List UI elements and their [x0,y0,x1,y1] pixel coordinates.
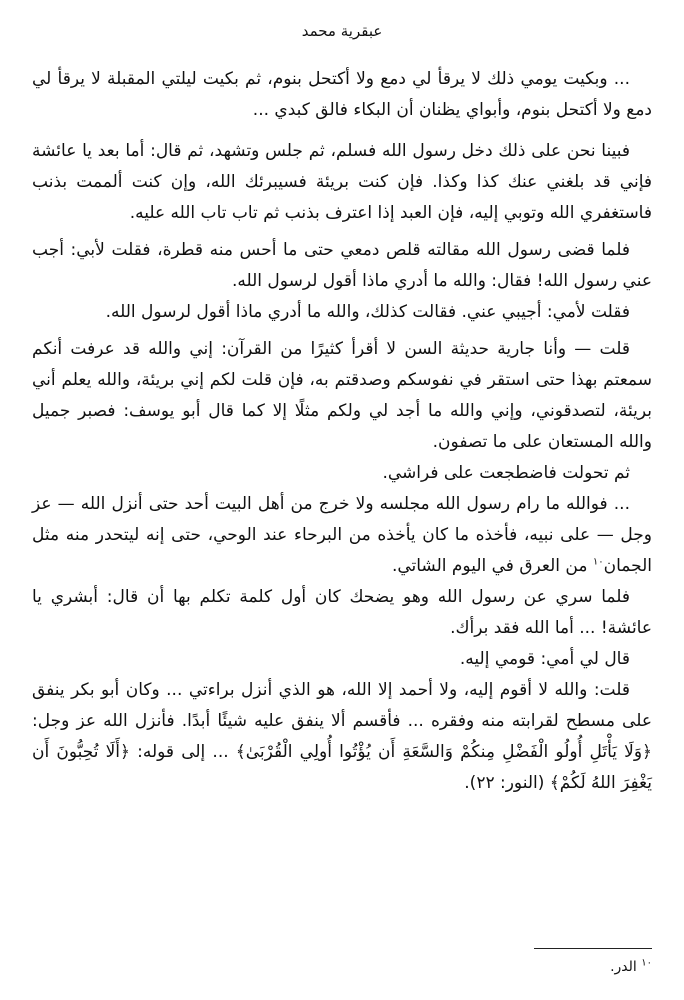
paragraph-5: قلت — وأنا جارية حديثة السن لا أقرأ كثيرًا من القرآن: إني والله قد عرفت أنكم سمعتم بهذا حتى استقر في نفوسكم وصدقتم به، فإن قلت لكم إني بريئة، والله يعلم أني بريئة، لتصدقوني، وإني والله ما أجد لي ولكم مثلًا إلا كما قال أبو يوسف: فصبر جميل والله المستعان على ما تصفون. [32,339,652,452]
paragraph-4: فقلت لأمي: أجيبي عني. فقالت كذلك، والله ما أدري ماذا أقول لرسول الله. [105,302,630,322]
quran-reference: (النور: ٢٢). [464,773,550,793]
footnote [610,956,652,978]
paragraph-8: فلما سري عن رسول الله وهو يضحك كان أول كلمة تكلم بها أن قال: أبشري يا عائشة! ... أما الله فقد برأك. [32,587,652,638]
paragraph-10 [32,675,652,799]
footnote-text: الدر. [610,959,642,975]
footnote-reference[interactable]: ١٠ [592,556,604,568]
paragraph-7-tail: من العرق في اليوم الشاتي. [391,556,593,576]
quran-verse-2: ﴿أَلَا تُحِبُّونَ أَن يَغْفِرَ اللهُ لَكُمْ﴾ [32,742,652,793]
footnote-number: ١٠ [641,957,652,969]
paragraph-10-text: قلت: والله لا أقوم إليه، ولا أحمد إلا الله، هو الذي أنزل براءتي ... وكان أبو بكر ينفق على مسطح لقرابته منه وفقره ... فأقسم ألا ينفق عليه شيئًا أبدًا. فأنزل الله عز وجل: [32,680,652,731]
paragraph-6: ثم تحولت فاضطجعت على فراشي. [382,463,630,483]
paragraph-2: فبينا نحن على ذلك دخل رسول الله فسلم، ثم جلس وتشهد، ثم قال: أما بعد يا عائشة فإني قد بلغني عنك كذا وكذا. فإن كنت بريئة فسيبرئك الله، وإن كنت ألممت بذنب فاستغفري الله وتوبي إليه، فإن العبد إذا اعترف بذنب ثم تاب تاب الله عليه. [32,141,652,223]
paragraph-1: ... وبكيت يومي ذلك لا يرقأ لي دمع ولا أكتحل بنوم، ثم بكيت ليلتي المقبلة لا يرقأ لي دمع ولا أكتحل بنوم، وأبواي يظنان أن البكاء فالق كبدي ... [32,69,652,120]
quran-verse-1: ﴿وَلَا يَأْتَلِ أُولُو الْفَضْلِ مِنكُمْ وَالسَّعَةِ أَن يُؤْتُوا أُولِي الْقُرْبَىٰ﴾ [235,742,652,762]
paragraph-9: قال لي أمي: قومي إليه. [459,649,630,669]
quran-connector: ... إلى قوله: [129,742,236,762]
paragraph-7-text: ... فوالله ما رام رسول الله مجلسه ولا خرج من أهل البيت أحد حتى أنزل الله — عز وجل — على نبيه، فأخذه ما كان يأخذه من البرحاء عند الوحي، حتى إنه ليتحدر منه مثل الجمان [32,494,652,576]
footnote-divider [534,948,652,949]
paragraph-3: فلما قضى رسول الله مقالته قلص دمعي حتى ما أحس منه قطرة، فقلت لأبي: أجب عني رسول الله! فقال: والله ما أدري ماذا أقول لرسول الله. [32,240,652,291]
running-head: عبقرية محمد [301,22,383,40]
paragraph-7 [32,489,652,582]
body-text [32,64,652,799]
